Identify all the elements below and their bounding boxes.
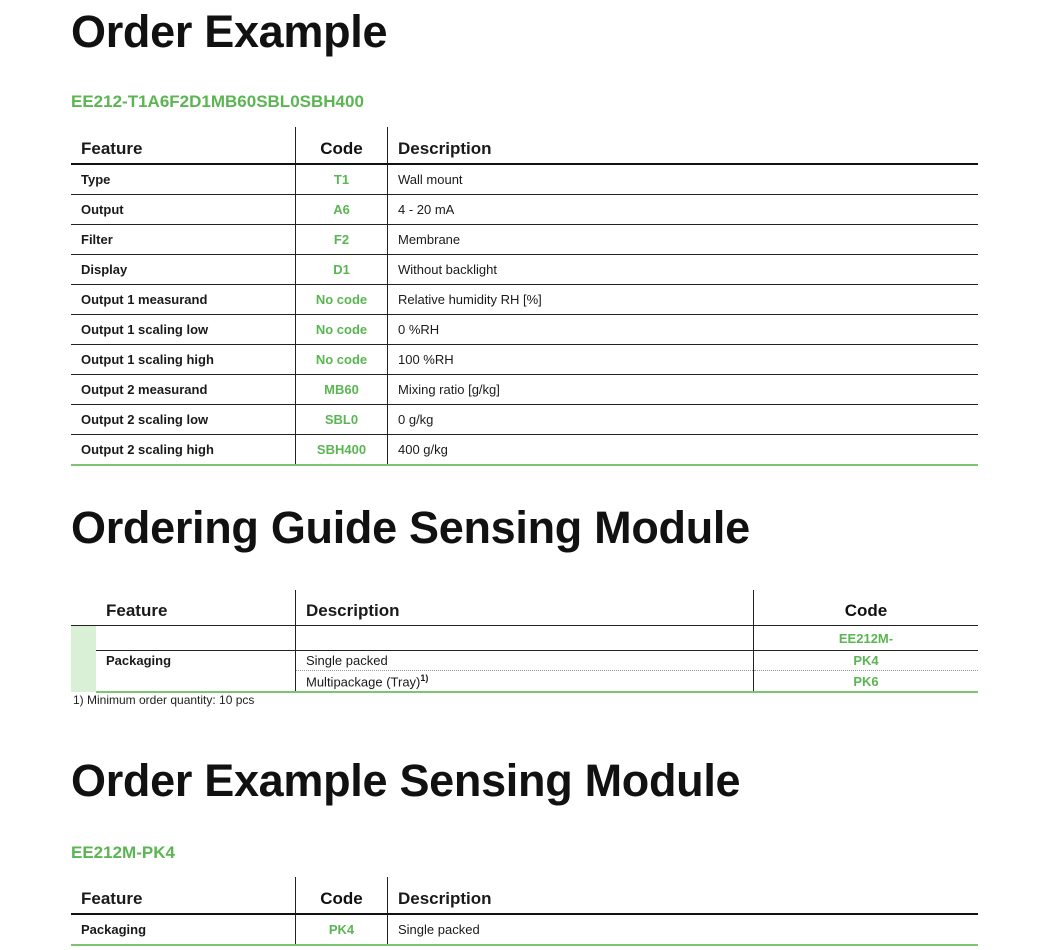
row-code: No code (296, 285, 388, 315)
order-example-sensing-table (71, 877, 978, 946)
option-description-text: Multipackage (Tray) (306, 674, 421, 690)
row-description: 0 g/kg (388, 405, 979, 435)
row-description: Membrane (388, 225, 979, 255)
header-code: Code (754, 590, 979, 626)
table-row (71, 164, 978, 195)
table-row (71, 914, 978, 945)
base-code: EE212M- (754, 626, 979, 651)
row-code: PK4 (296, 914, 388, 945)
row-code: No code (296, 315, 388, 345)
option-description: Single packed (296, 651, 754, 671)
row-feature: Output 2 scaling low (71, 405, 296, 435)
order-example-sensing-title: Order Example Sensing Module (71, 755, 741, 806)
row-code: F2 (296, 225, 388, 255)
table-row (71, 405, 978, 435)
row-feature: Output 1 measurand (71, 285, 296, 315)
row-feature: Type (71, 164, 296, 195)
header-description: Description (296, 590, 754, 626)
order-example-table (71, 127, 978, 466)
order-example-sensing-code: EE212M-PK4 (71, 843, 175, 862)
option-code: PK4 (754, 651, 979, 671)
row-code: MB60 (296, 375, 388, 405)
table-row (71, 345, 978, 375)
row-code: T1 (296, 164, 388, 195)
row-description: 4 - 20 mA (388, 195, 979, 225)
header-code: Code (296, 127, 388, 164)
row-description: Wall mount (388, 164, 979, 195)
ordering-guide-table (71, 590, 978, 693)
table-row (71, 651, 978, 671)
ordering-guide-title: Ordering Guide Sensing Module (71, 502, 750, 553)
table-row (71, 626, 978, 651)
row-description: 0 %RH (388, 315, 979, 345)
row-description: 400 g/kg (388, 435, 979, 466)
table-row (71, 375, 978, 405)
table-row (71, 285, 978, 315)
row-description: Relative humidity RH [%] (388, 285, 979, 315)
row-description: 100 %RH (388, 345, 979, 375)
order-example-code: EE212-T1A6F2D1MB60SBL0SBH400 (71, 92, 364, 111)
header-feature: Feature (96, 590, 296, 626)
green-stripe (71, 626, 96, 693)
row-code: D1 (296, 255, 388, 285)
row-code: No code (296, 345, 388, 375)
row-feature: Output 1 scaling high (71, 345, 296, 375)
row-feature: Output 1 scaling low (71, 315, 296, 345)
order-example-title: Order Example (71, 6, 388, 57)
table-row (71, 255, 978, 285)
header-feature: Feature (71, 127, 296, 164)
header-description: Description (388, 877, 979, 914)
header-stripe (71, 590, 96, 626)
row-feature: Display (71, 255, 296, 285)
option-code: PK6 (754, 671, 979, 693)
row-description: Without backlight (388, 255, 979, 285)
table-row (71, 435, 978, 466)
row-description: Single packed (388, 914, 979, 945)
row-feature: Output (71, 195, 296, 225)
header-code: Code (296, 877, 388, 914)
row-code: SBH400 (296, 435, 388, 466)
row-code: A6 (296, 195, 388, 225)
row-feature: Output 2 scaling high (71, 435, 296, 466)
footnote: 1) Minimum order quantity: 10 pcs (73, 693, 255, 707)
row-feature: Packaging (71, 914, 296, 945)
table-row (71, 315, 978, 345)
row-feature: Output 2 measurand (71, 375, 296, 405)
option-description (296, 671, 754, 693)
table-row (71, 195, 978, 225)
table-row (71, 225, 978, 255)
table-header-row (71, 590, 978, 626)
row-description: Mixing ratio [g/kg] (388, 375, 979, 405)
row-code: SBL0 (296, 405, 388, 435)
footnote-marker: 1) (420, 672, 429, 683)
row-feature: Filter (71, 225, 296, 255)
row-feature: Packaging (96, 651, 296, 693)
row-description (296, 626, 754, 651)
header-feature: Feature (71, 877, 296, 914)
table-header-row (71, 877, 978, 914)
header-description: Description (388, 127, 979, 164)
table-header-row (71, 127, 978, 164)
row-feature (96, 626, 296, 651)
